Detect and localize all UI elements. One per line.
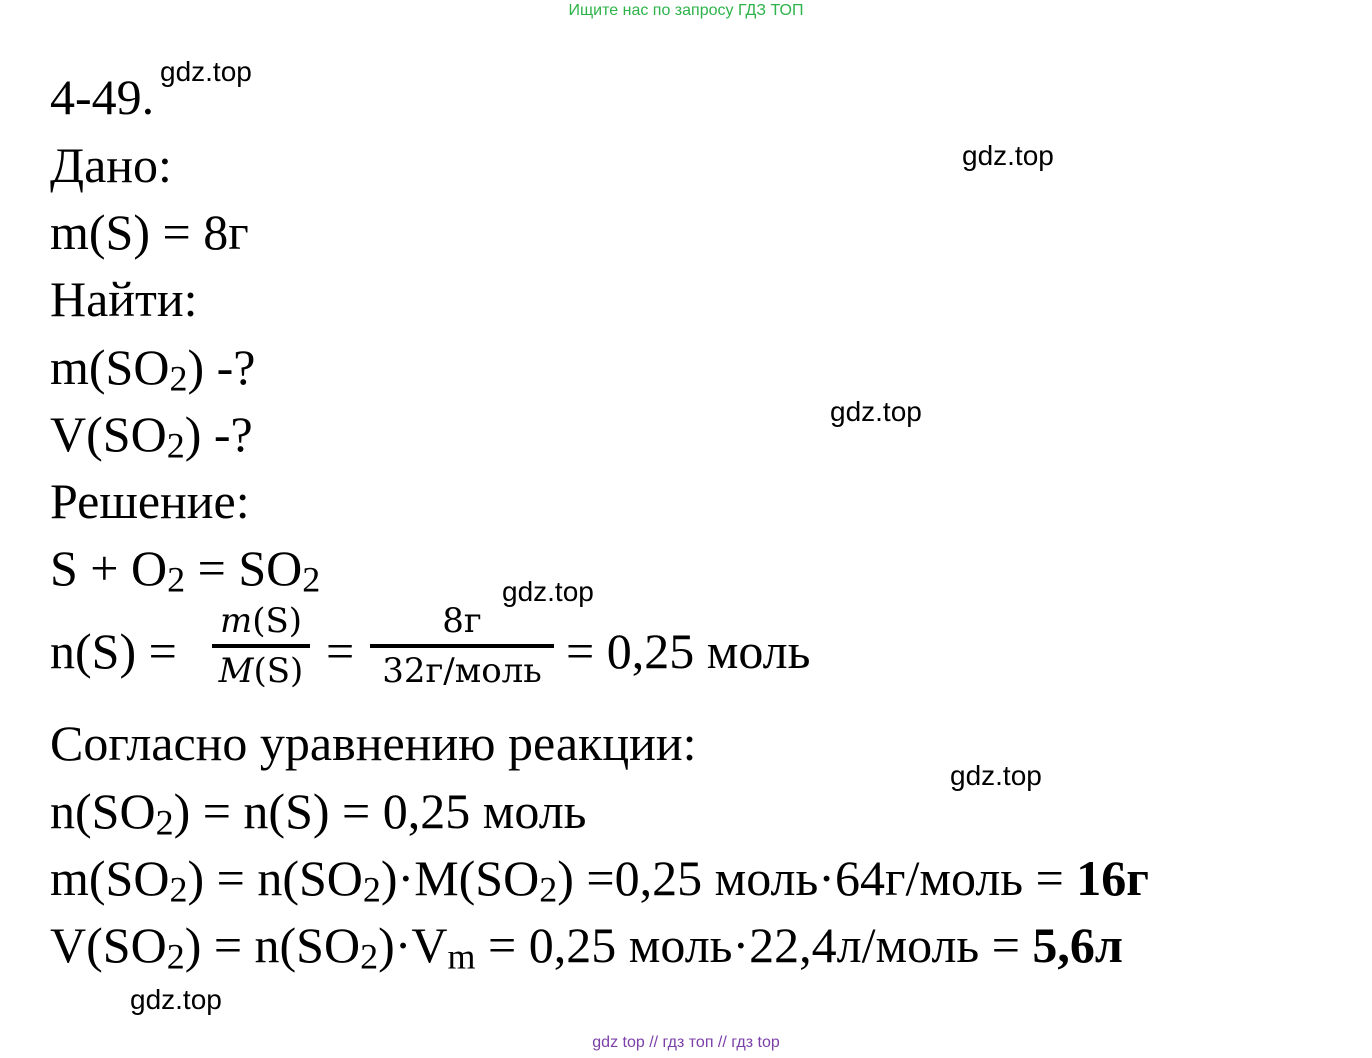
mass-so2: $m(SO_2) = n(SO_2)\cdot M(SO_2) =0,25$ моль·64г/моль = 16г (50, 850, 1150, 910)
fraction-values: 8г 32г/моль (370, 604, 554, 688)
find-label: Найти: (50, 271, 198, 327)
watermark: gdz.top (950, 760, 1042, 791)
given-mass: m(S) = 8г (50, 204, 249, 260)
moles-s-lhs: n(S) = (50, 623, 177, 679)
given-label: Дано: (50, 137, 172, 193)
fraction-bar (370, 644, 554, 648)
volume-so2: $V(SO_2) = n(SO_2)\cdot V_m = 0,25$ моль·22,4л/моль = 5,6л (50, 917, 1123, 977)
moles-s-equals: = (326, 623, 355, 679)
moles-so2: $n(SO_2) = n(S) = 0,25$ моль (50, 783, 587, 843)
search-banner: Ищите нас по запросу ГДЗ ТОП (568, 2, 804, 19)
footer-links: gdz top // гдз топ // гдз top (592, 1034, 780, 1051)
volume-result: 5,6л (1032, 917, 1123, 973)
solution-label: Решение: (50, 473, 250, 529)
find-volume: $V(SO_2)$ -? (50, 406, 253, 466)
fraction-bar (212, 644, 310, 648)
find-mass: $m(SO_2)$ -? (50, 339, 256, 399)
watermark: gdz.top (160, 56, 252, 87)
watermark: gdz.top (962, 140, 1054, 171)
according-label: Согласно уравнению реакции: (50, 715, 697, 771)
reaction-equation: $S + O_2 = SO_2$ (50, 540, 321, 600)
problem-number: 4-49. (50, 69, 155, 125)
watermark: gdz.top (502, 576, 594, 607)
watermark: gdz.top (830, 396, 922, 427)
fraction-mass-over-molar: m(S) M(S) (212, 604, 310, 688)
watermark: gdz.top (130, 984, 222, 1015)
mass-result: 16г (1076, 850, 1150, 906)
moles-s-result: = 0,25 моль (566, 623, 811, 679)
